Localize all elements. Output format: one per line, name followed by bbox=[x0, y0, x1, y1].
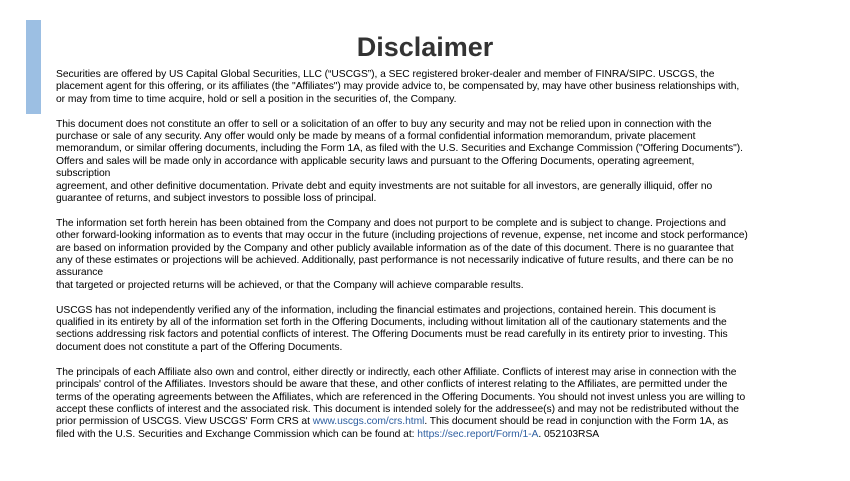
text-line: The principals of each Affiliate also own and control, either directly or indirectly, each other Affiliate. Conflicts of interest may arise in connection with the bbox=[56, 366, 737, 378]
text-line: memorandum, or similar offering documents, including the Form 1A, as filed with the U.S. Securities and Exchange Commission ("Offering Documents"). bbox=[56, 143, 743, 155]
text-line: subscription bbox=[56, 168, 111, 180]
paragraph-information bbox=[56, 218, 846, 292]
text-line: qualified in its entirety by all of the information set forth in the Offering Documents, including without limitation all of the cautionary statements and the bbox=[56, 317, 727, 329]
text-line: or may from time to time acquire, hold or sell a position in the securities of, the Company. bbox=[56, 93, 457, 105]
text-line: accept these conflicts of interest and the associated risk. This document is intended solely for the addressee(s) and may not be redistributed without the bbox=[56, 403, 739, 415]
text-line: placement agent for this offering, or its affiliates (the "Affiliates") may provide advice to, be compensated by, may have other business relationships with, bbox=[56, 81, 740, 93]
text-line: This document does not constitute an offer to sell or a solicitation of an offer to buy any security and may not be relied upon in connection with the bbox=[56, 118, 712, 130]
paragraph-conflicts bbox=[56, 367, 846, 441]
text-line: any of these estimates or projections will be achieved. Additionally, past performance is not necessarily indicative of future results, and there can be no bbox=[56, 255, 734, 267]
paragraph-no-offer bbox=[56, 119, 846, 206]
text-line: USCGS has not independently verified any of the information, including the financial estimates and projections, contained herein. This document is bbox=[56, 304, 716, 316]
paragraph-not-verified bbox=[56, 305, 846, 355]
disclaimer-body bbox=[56, 69, 846, 454]
paragraph-broker-dealer bbox=[56, 69, 846, 106]
text-line: The information set forth herein has been obtained from the Company and does not purport to be complete and is subject to change. Projections and bbox=[56, 217, 726, 229]
text-line: principals' control of the Affiliates. Investors should be aware that these, and other conflicts of interest relating to the Affiliates, are permitted under the bbox=[56, 379, 728, 391]
text-line: purchase or sale of any security. Any offer would only be made by means of a formal confidential information memorandum, private placement bbox=[56, 131, 696, 143]
text-line: guarantee of returns, and subject investors to possible loss of principal. bbox=[56, 193, 377, 205]
text-line: . This document should be read in conjunction with the Form 1A, as bbox=[424, 416, 729, 428]
text-line: that targeted or projected returns will be achieved, or that the Company will achieve comparable results. bbox=[56, 279, 524, 291]
text-line: document does not constitute a part of the Offering Documents. bbox=[56, 341, 343, 353]
text-line: Securities are offered by US Capital Global Securities, LLC (“USCGS”), a SEC registered broker-dealer and member of FINRA/SIPC. USCGS, the bbox=[56, 69, 715, 80]
text-line: assurance bbox=[56, 267, 104, 279]
sec-form-1a-link[interactable]: https://sec.report/Form/1-A bbox=[417, 428, 539, 440]
text-line: sections addressing risk factors and potential conflicts of interest. The Offering Documents must be read carefully in its entirety prior to investing. This bbox=[56, 329, 728, 341]
text-line: Offers and sales will be made only in accordance with applicable security laws and pursuant to the Offering Documents, operating agreement, bbox=[56, 155, 695, 167]
page-title: Disclaimer bbox=[356, 32, 494, 62]
text-line: prior permission of USCGS. View USCGS' Form CRS at bbox=[56, 416, 313, 428]
form-crs-link[interactable]: www.uscgs.com/crs.html bbox=[312, 416, 425, 428]
text-line: filed with the U.S. Securities and Exchange Commission which can be found at: bbox=[56, 428, 418, 440]
text-line: agreement, and other definitive documentation. Private debt and equity investments are not suitable for all investors, are generally illiquid, offer no bbox=[56, 180, 713, 192]
text-line: terms of the operating agreements between the Affiliates, which are referenced in the Offering Documents. You should not invest unless you are willing to bbox=[56, 391, 746, 403]
text-line: are based on information provided by the Company and other publicly available information as of the date of this document. There is no guarantee that bbox=[56, 242, 734, 254]
text-line: other forward-looking information as to events that may occur in the future (including projections of revenue, expense, net income and stock performance) bbox=[56, 230, 748, 242]
text-line: . 052103RSA bbox=[538, 428, 600, 440]
